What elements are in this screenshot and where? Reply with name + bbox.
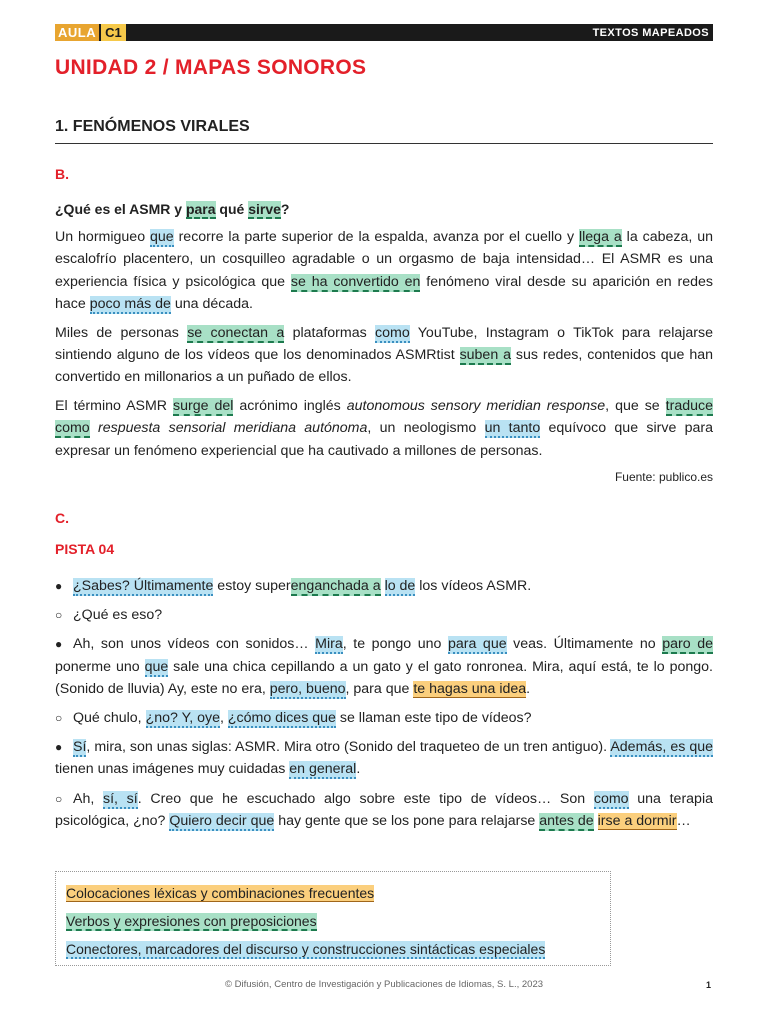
highlight-connector: Además, es que: [610, 739, 713, 756]
legend-label: Colocaciones léxicas y combinaciones frecuentes: [66, 885, 375, 901]
legend-label: Conectores, marcadores del discurso y construcciones sintácticas especiales: [66, 941, 546, 957]
highlight-connector: en general: [289, 761, 357, 778]
paragraph: [55, 395, 713, 462]
text-segment: ponerme uno: [55, 658, 145, 675]
text-segment: [381, 578, 385, 594]
highlight-prep-verb: llega a: [578, 229, 622, 245]
highlight-connector: como: [375, 324, 410, 341]
highlight-connector: lo de: [384, 578, 416, 594]
text-segment: , que se: [605, 397, 666, 414]
highlight-collocation: te hagas una idea: [413, 680, 527, 697]
text-segment: .: [526, 680, 531, 697]
highlight-prep-verb: surge del: [173, 397, 234, 414]
header-section-label: TEXTOS MAPEADOS: [592, 26, 709, 39]
text-segment: Miles de personas: [55, 324, 188, 341]
highlight-connector: ¿Sabes? Últimamente: [73, 578, 214, 594]
text-segment: ?: [280, 201, 290, 217]
dialogue-line: [55, 633, 713, 700]
text-segment: .: [356, 761, 361, 778]
dialogue-transcript: [55, 575, 713, 839]
dialogue-line: [55, 736, 713, 780]
paragraph: [55, 322, 713, 389]
text-segment: …: [676, 812, 691, 829]
text-segment: la cabeza, un escalofrío placentero, un cosquilleo agradable o un orgasmo de baja intensidad… El ASMR es una experiencia física y psicológica que: [55, 229, 714, 290]
text-segment: Qué chulo,: [73, 710, 146, 727]
part-b-content: [55, 198, 713, 486]
paragraph: [55, 226, 713, 316]
text-segment: , un neologismo: [367, 420, 485, 437]
highlight-connector: poco más de: [89, 296, 171, 313]
text-segment: veas. Últimamente no: [506, 636, 663, 653]
highlight-prep-verb: sirve: [248, 201, 281, 217]
text-segment: ¿Qué es el ASMR y: [55, 201, 186, 217]
highlight-prep-verb: paro de: [662, 636, 713, 653]
brand-aula: AULA: [55, 24, 99, 41]
highlight-connector: que: [150, 229, 174, 245]
highlight-prep-verb: antes de: [539, 812, 594, 829]
text-segment: ,: [219, 710, 228, 727]
text-segment: . Creo que he escuchado algo sobre este tipo de vídeos… Son: [137, 790, 594, 807]
track-label: PISTA 04: [55, 541, 115, 557]
text-segment: , para que: [345, 680, 414, 697]
source-credit: Fuente: publico.es: [614, 470, 713, 485]
highlight-connector: ¿cómo dices que: [227, 710, 336, 727]
dialogue-line: [55, 604, 713, 626]
legend-box: [55, 871, 611, 966]
highlight-prep-verb: se ha convertido en: [290, 273, 421, 290]
brand-level: C1: [101, 24, 126, 41]
text-segment: una terapia psicológica, ¿no?: [55, 790, 713, 829]
highlight-connector: un tanto: [484, 420, 541, 437]
text-segment: plataformas: [284, 324, 376, 341]
legend-item: [66, 911, 600, 931]
part-b-letter: B.: [55, 166, 69, 182]
highlight-connector: Sí: [73, 739, 87, 756]
text-segment: equívoco que sirve para expresar un fenómeno experiencial que ha cautivado a millones de personas.: [55, 420, 714, 459]
brand-logo: [55, 24, 126, 41]
legend-label: Verbos y expresiones con preposiciones: [66, 913, 317, 929]
speaker-b-bullet-icon: ○: [55, 791, 63, 806]
text-segment: fenómeno viral desde su aparición en redes hace: [55, 273, 713, 313]
text-segment: , te pongo uno: [342, 636, 448, 653]
dialogue-line: [55, 575, 713, 597]
speaker-b-bullet-icon: ○: [55, 608, 63, 623]
highlight-connector: ¿no? Y, oye: [145, 710, 220, 727]
section-title: 1. FENÓMENOS VIRALES: [55, 118, 713, 144]
highlight-connector: Mira: [315, 636, 343, 653]
text-segment: recorre la parte superior de la espalda, avanza por el cuello y: [173, 229, 579, 245]
text-segment: Ah, son unos vídeos con sonidos…: [73, 636, 316, 653]
highlight-prep-verb: para: [185, 201, 216, 217]
highlight-connector: para que: [447, 636, 507, 653]
text-segment: se llaman este tipo de vídeos?: [335, 710, 532, 727]
header-bar: [55, 24, 713, 41]
text-segment: Ah,: [73, 790, 103, 807]
highlight-connector: como: [593, 790, 629, 807]
speaker-a-bullet-icon: ●: [55, 740, 63, 755]
highlight-prep-verb: enganchada a: [290, 578, 381, 594]
text-segment: Un hormigueo: [55, 229, 150, 245]
text-segment: YouTube, Instagram o TikTok para relajarse sintiendo alguno de los vídeos que los denominados ASMRtist: [55, 324, 713, 364]
text-segment: tienen unas imágenes muy cuidadas: [55, 761, 290, 778]
legend-item: [66, 883, 600, 903]
italic-term: respuesta sensorial meridiana autónoma: [98, 420, 368, 437]
highlight-connector: pero, bueno: [269, 680, 346, 697]
dialogue-line: [55, 788, 713, 832]
reading-text: [55, 226, 713, 462]
highlight-connector: Quiero decir que: [169, 812, 275, 829]
highlight-connector: sí, sí: [103, 790, 138, 807]
unit-title: UNIDAD 2 / MAPAS SONOROS: [55, 56, 367, 79]
highlight-prep-verb: se conectan a: [187, 324, 285, 341]
highlight-prep-verb: suben a: [459, 347, 512, 364]
text-segment: estoy super: [213, 578, 291, 594]
part-c-letter: C.: [55, 510, 69, 526]
legend-item: [66, 939, 600, 959]
text-segment: sale una chica cepillando a un gato y el gato ronronea. Mira, aquí está, te lo pongo. (Sonido de lluvia) Ay, este no era,: [55, 658, 713, 697]
text-segment: hay gente que se los pone para relajarse: [274, 812, 540, 829]
speaker-a-bullet-icon: ●: [55, 637, 63, 652]
dialogue-line: [55, 707, 713, 729]
question-title: [55, 198, 713, 220]
text-segment: , mira, son unas siglas: ASMR. Mira otro (Sonido del traqueteo de un tren antiguo).: [86, 739, 611, 756]
highlight-connector: que: [144, 658, 169, 675]
text-segment: ¿Qué es eso?: [73, 607, 163, 624]
text-segment: [90, 420, 98, 436]
text-segment: los vídeos ASMR.: [415, 578, 532, 594]
highlight-prep-verb: traduce como: [55, 397, 713, 437]
text-segment: acrónimo inglés: [233, 397, 347, 414]
highlight-collocation: irse a dormir: [597, 812, 677, 829]
page-number: 1: [706, 980, 712, 990]
italic-term: autonomous sensory meridian response: [346, 397, 606, 414]
copyright-footer: © Difusión, Centro de Investigación y Publicaciones de Idiomas, S. L., 2023: [224, 979, 544, 990]
speaker-a-bullet-icon: ●: [55, 579, 63, 593]
speaker-b-bullet-icon: ○: [55, 711, 63, 726]
text-segment: El término ASMR: [55, 397, 174, 414]
text-segment: qué: [215, 201, 249, 217]
text-segment: sus redes, contenidos que han convertido en millonarios a un puñado de ellos.: [55, 347, 713, 386]
text-segment: una década.: [170, 296, 253, 313]
